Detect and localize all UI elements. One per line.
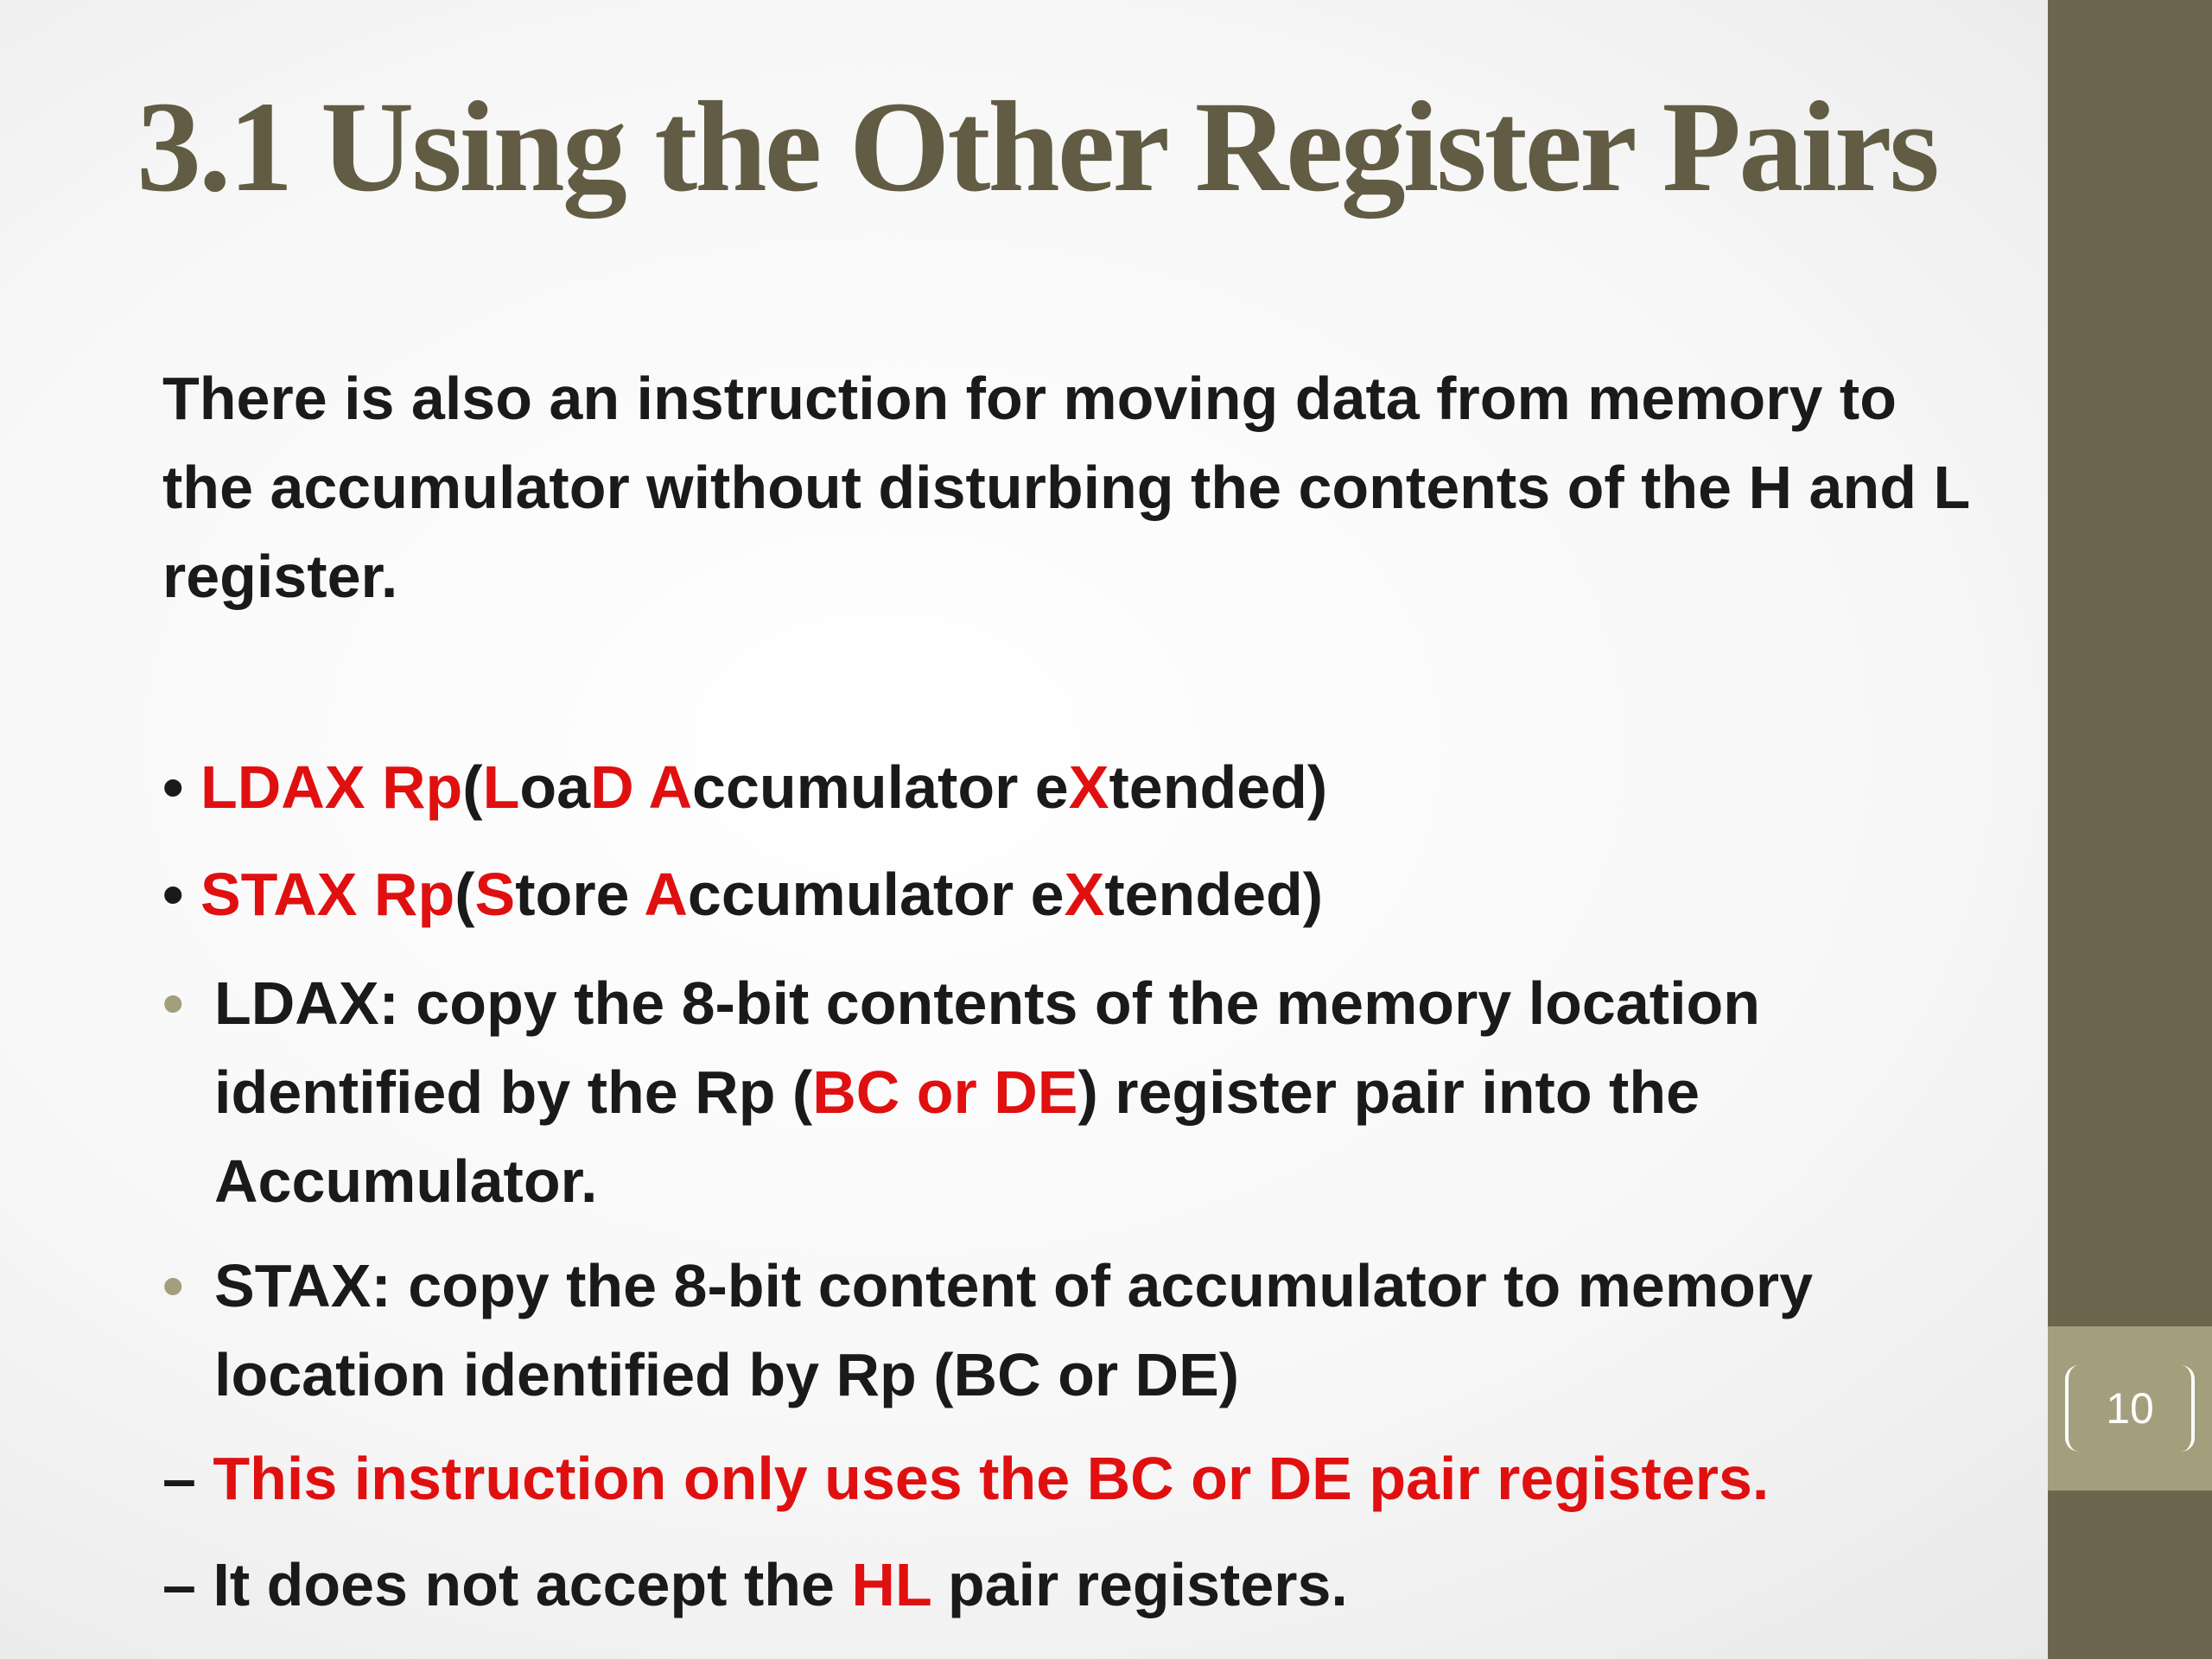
ldax-desc-highlight: BC or DE [812,1058,1078,1126]
note-text: This instruction only uses the BC or DE pair registers. [213,1445,1770,1512]
word-accumulator: ccumulator e [692,753,1069,821]
paren-open: ( [454,861,475,928]
bullet-stax [162,850,1323,939]
word-store: tore [515,861,645,928]
ldax-description [214,959,2012,1226]
note-text-end: pair registers. [931,1551,1348,1618]
bullet-marker: • [162,969,184,1037]
stax-description: STAX: copy the 8-bit content of accumulator to memory location identified by Rp (BC or DE) [214,1252,1814,1408]
bullet-marker: • [162,753,184,821]
letter-l: L [482,753,520,821]
note-no-hl [162,1541,1348,1630]
ldax-desc-text-end: ) register pair into the Accumulator. [214,1058,1700,1215]
note-text: It does not accept the [213,1551,852,1618]
letter-s: S [474,861,516,928]
page-number: 10 [2065,1365,2195,1452]
note-bc-de-only [162,1434,1769,1523]
letter-d: D [590,753,634,821]
dash-marker: – [162,1445,213,1512]
word-extended: tended) [1109,753,1328,821]
stax-mnemonic: STAX Rp [200,861,455,928]
letter-x: X [1064,861,1105,928]
bullet-marker: • [162,861,184,928]
letter-a: A [648,753,693,821]
letters-oa: oa [519,753,591,821]
paren-open: ( [462,753,483,821]
intro-paragraph: There is also an instruction for moving data from memory to the accumulator without disturbing the contents of the H and L register. [162,365,1969,610]
letter-a: A [644,861,688,928]
ldax-desc-text: LDAX: copy the 8-bit contents of the memory location identified by the Rp ( [214,969,1761,1126]
letter-x: X [1068,753,1109,821]
word-extended: tended) [1104,861,1324,928]
slide-title: 3.1 Using the Other Register Pairs [137,75,1937,219]
note-highlight: HL [851,1551,931,1618]
dash-marker: – [162,1551,213,1618]
bullet-marker: • [162,1252,184,1319]
ldax-mnemonic: LDAX Rp [200,753,463,821]
bullet-ldax [162,743,1327,832]
word-accumulator: ccumulator e [687,861,1065,928]
